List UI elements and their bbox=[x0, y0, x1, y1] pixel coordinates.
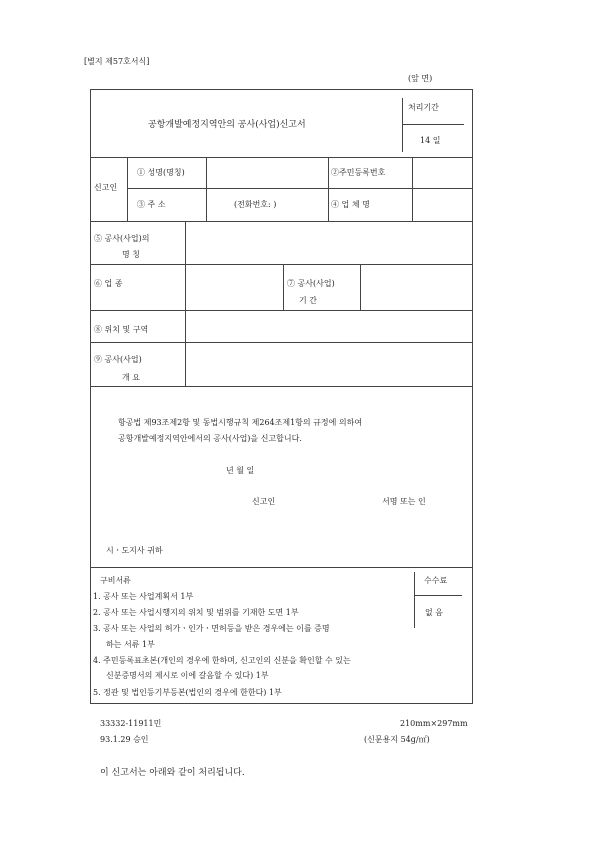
col-divider bbox=[360, 264, 361, 310]
attachment-item: 5. 정관 및 법인등기부등본(법인의 경우에 한한다) 1부 bbox=[93, 688, 282, 697]
form-top-border bbox=[90, 89, 473, 90]
attachments-header: 구비서류 bbox=[100, 576, 131, 585]
declaration-line-2: 공항개발예정지역안에서의 공사(사업)을 신고합니다. bbox=[118, 434, 302, 443]
declaration-line-1: 항공법 제93조제2항 및 동법시행규칙 제264조제1항의 규정에 의하여 bbox=[118, 418, 363, 427]
form-id: [별지 제57호서식] bbox=[84, 57, 150, 66]
processing-separator bbox=[402, 124, 464, 125]
row-line bbox=[90, 221, 473, 222]
label-divider bbox=[185, 221, 186, 386]
applicant-label: 신고인 bbox=[94, 183, 118, 192]
business-name-label: ④ 업 체 명 bbox=[331, 200, 370, 209]
col-divider bbox=[283, 264, 284, 310]
period-label-2: 기 간 bbox=[299, 296, 317, 305]
processing-note: 이 신고서는 아래와 같이 처리됩니다. bbox=[100, 768, 245, 778]
reporter-label: 신고인 bbox=[252, 497, 276, 506]
col-divider bbox=[206, 157, 207, 221]
date-line: 년 월 일 bbox=[226, 466, 255, 475]
signature-label: 서명 또는 인 bbox=[382, 497, 426, 506]
addressee: 시ㆍ도지사 귀하 bbox=[106, 546, 163, 555]
work-name-label-2: 명 칭 bbox=[122, 250, 140, 259]
form-title: 공항개발예정지역안의 공사(사업)신고서 bbox=[148, 120, 306, 130]
fee-divider bbox=[414, 572, 415, 628]
row-line bbox=[127, 188, 473, 189]
address-label: ③ 주 소 bbox=[137, 200, 166, 209]
processing-divider bbox=[402, 98, 403, 152]
overview-label: ⑨ 공사(사업) bbox=[94, 355, 142, 364]
attachment-item: 하는 서류 1부 bbox=[106, 640, 155, 649]
col-divider bbox=[412, 157, 413, 221]
attachment-item: 1. 공사 또는 사업계획서 1부 bbox=[93, 592, 194, 601]
business-type-label: ⑥ 업 종 bbox=[94, 279, 123, 288]
attachment-item: 신분증명서의 제시로 이에 갈음할 수 있다) 1부 bbox=[106, 671, 269, 680]
row-line bbox=[90, 264, 473, 265]
fee-label: 수수료 bbox=[424, 576, 448, 585]
form-left-border bbox=[90, 89, 91, 703]
col-divider bbox=[328, 157, 329, 221]
row-line bbox=[90, 386, 473, 387]
paper-size: 210mm×297mm bbox=[400, 719, 468, 728]
fee-separator bbox=[414, 595, 462, 596]
id-label: ②주민등록번호 bbox=[331, 168, 386, 177]
approval-date: 93.1.29 승인 bbox=[100, 735, 149, 744]
work-name-label: ⑤ 공사(사업)의 bbox=[94, 234, 150, 243]
attachment-item: 2. 공사 또는 사업시행지의 위치 및 범위를 기재한 도면 1부 bbox=[93, 608, 299, 617]
applicant-divider bbox=[127, 157, 128, 221]
form-bottom-border bbox=[90, 703, 473, 704]
form-right-border bbox=[472, 89, 473, 703]
form-attach-border bbox=[90, 567, 473, 568]
form-code: 33332-11911민 bbox=[100, 719, 162, 728]
fee-value: 없 음 bbox=[425, 608, 443, 617]
period-label: ⑦ 공사(사업) bbox=[287, 279, 335, 288]
processing-label: 처리기간 bbox=[408, 103, 439, 112]
attachment-item: 3. 공사 또는 사업의 허가ㆍ인가ㆍ면허등을 받은 경우에는 이를 증명 bbox=[93, 624, 330, 633]
attachment-item: 4. 주민등록표초본(개인의 경우에 한하며, 신고인의 신분을 확인할 수 있는 bbox=[93, 656, 351, 665]
overview-label-2: 개 요 bbox=[122, 373, 140, 382]
paper-spec: (신문용지 54g/㎡) bbox=[364, 735, 430, 744]
row-line bbox=[90, 157, 473, 158]
location-label: ⑧ 위치 및 구역 bbox=[94, 325, 149, 334]
phone-label: (전화번호: ) bbox=[234, 200, 277, 209]
row-line bbox=[90, 310, 473, 311]
row-line bbox=[90, 342, 473, 343]
processing-value: 14 일 bbox=[420, 136, 441, 145]
name-label: ① 성명(명칭) bbox=[137, 168, 185, 177]
front-label: (앞 면) bbox=[408, 74, 433, 83]
